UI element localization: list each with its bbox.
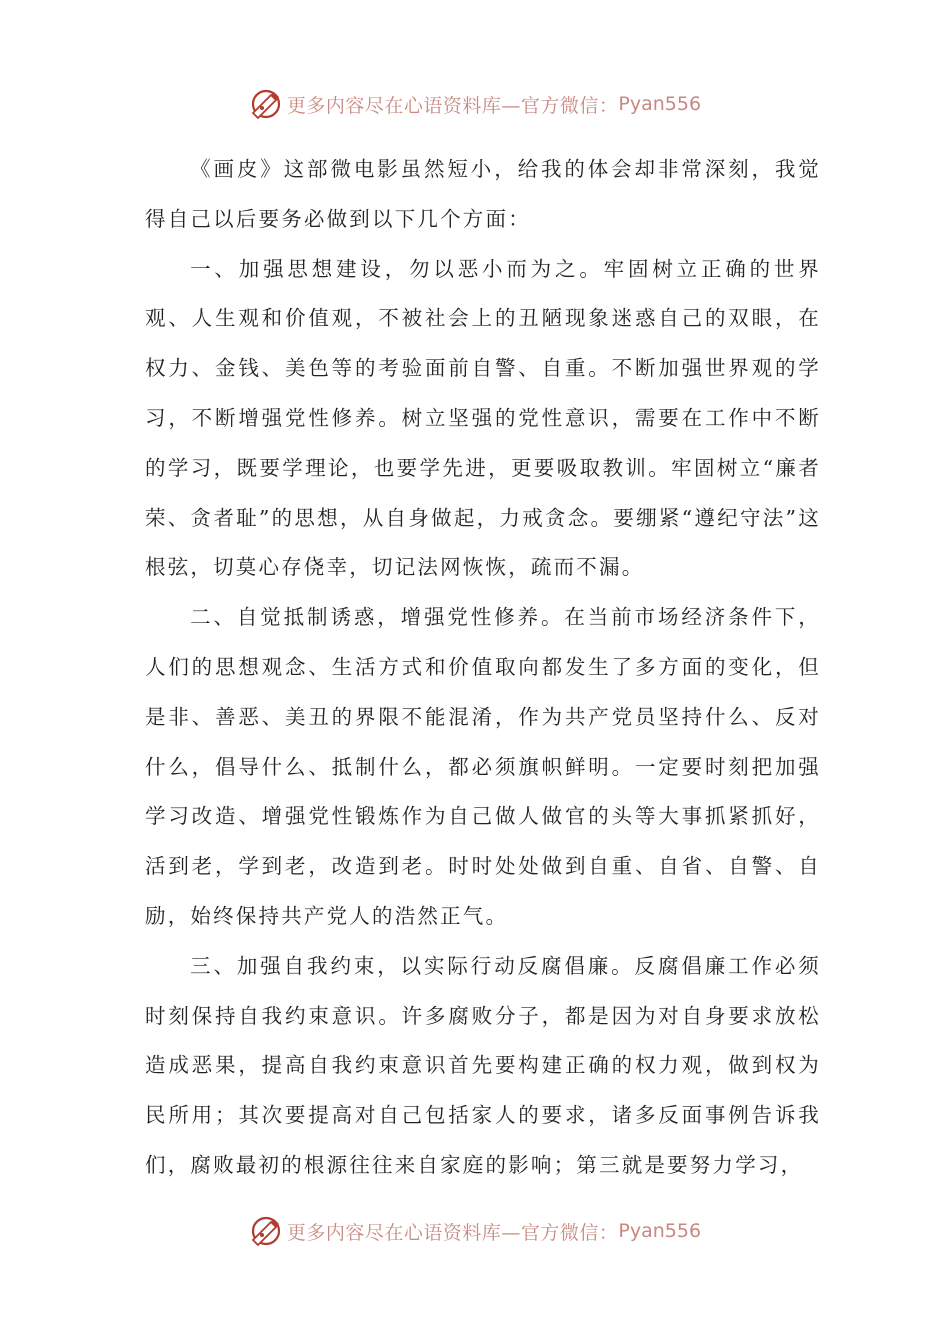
banner-wechat-id: Pyan556 <box>618 1220 702 1242</box>
paragraph-intro: 《画皮》这部微电影虽然短小，给我的体会却非常深刻，我觉得自己以后要务必做到以下几个方面： <box>145 157 821 231</box>
header-banner <box>0 84 950 124</box>
banner-text: 更多内容尽在心语资料库—官方微信： <box>286 1221 619 1244</box>
banner-wechat-id: Pyan556 <box>618 93 702 115</box>
document-body <box>145 145 821 1191</box>
paragraph-point-one: 一、加强思想建设，勿以恶小而为之。牢固树立正确的世界观、人生观和价值观，不被社会上的丑陋现象迷惑自己的双眼，在权力、金钱、美色等的考验面前自警、自重。不断加强世界观的学习，不断增强党性修养。树立坚强的党性意识，需要在工作中不断的学习，既要学理论，也要学先进，更要吸取教训。牢固树立“廉者荣、贪者耻”的思想，从自身做起，力戒贪念。要绷紧“遵纪守法”这根弦，切莫心存侥幸，切记法网恢恢，疏而不漏。 <box>145 256 821 580</box>
paragraph-point-two: 二、自觉抵制诱惑，增强党性修养。在当前市场经济条件下，人们的思想观念、生活方式和价值取向都发生了多方面的变化，但是非、善恶、美丑的界限不能混淆，作为共产党员坚持什么、反对什么，倡导什么、抵制什么，都必须旗帜鲜明。一定要时刻把加强学习改造、增强党性锻炼作为自己做人做官的头等大事抓紧抓好，活到老，学到老，改造到老。时时处处做到自重、自省、自警、自励，始终保持共产党人的浩然正气。 <box>145 605 821 928</box>
banner-text: 更多内容尽在心语资料库—官方微信： <box>286 94 619 117</box>
pen-nib-logo-icon <box>249 1214 283 1248</box>
pen-nib-logo-icon <box>249 87 283 121</box>
paragraph-point-three: 三、加强自我约束，以实际行动反腐倡廉。反腐倡廉工作必须时刻保持自我约束意识。许多腐败分子，都是因为对自身要求放松造成恶果，提高自我约束意识首先要构建正确的权力观，做到权为民所用；其次要提高对自己包括家人的要求，诸多反面事例告诉我们，腐败最初的根源往往来自家庭的影响；第三就是要努力学习， <box>145 953 821 1177</box>
footer-banner <box>0 1211 950 1251</box>
